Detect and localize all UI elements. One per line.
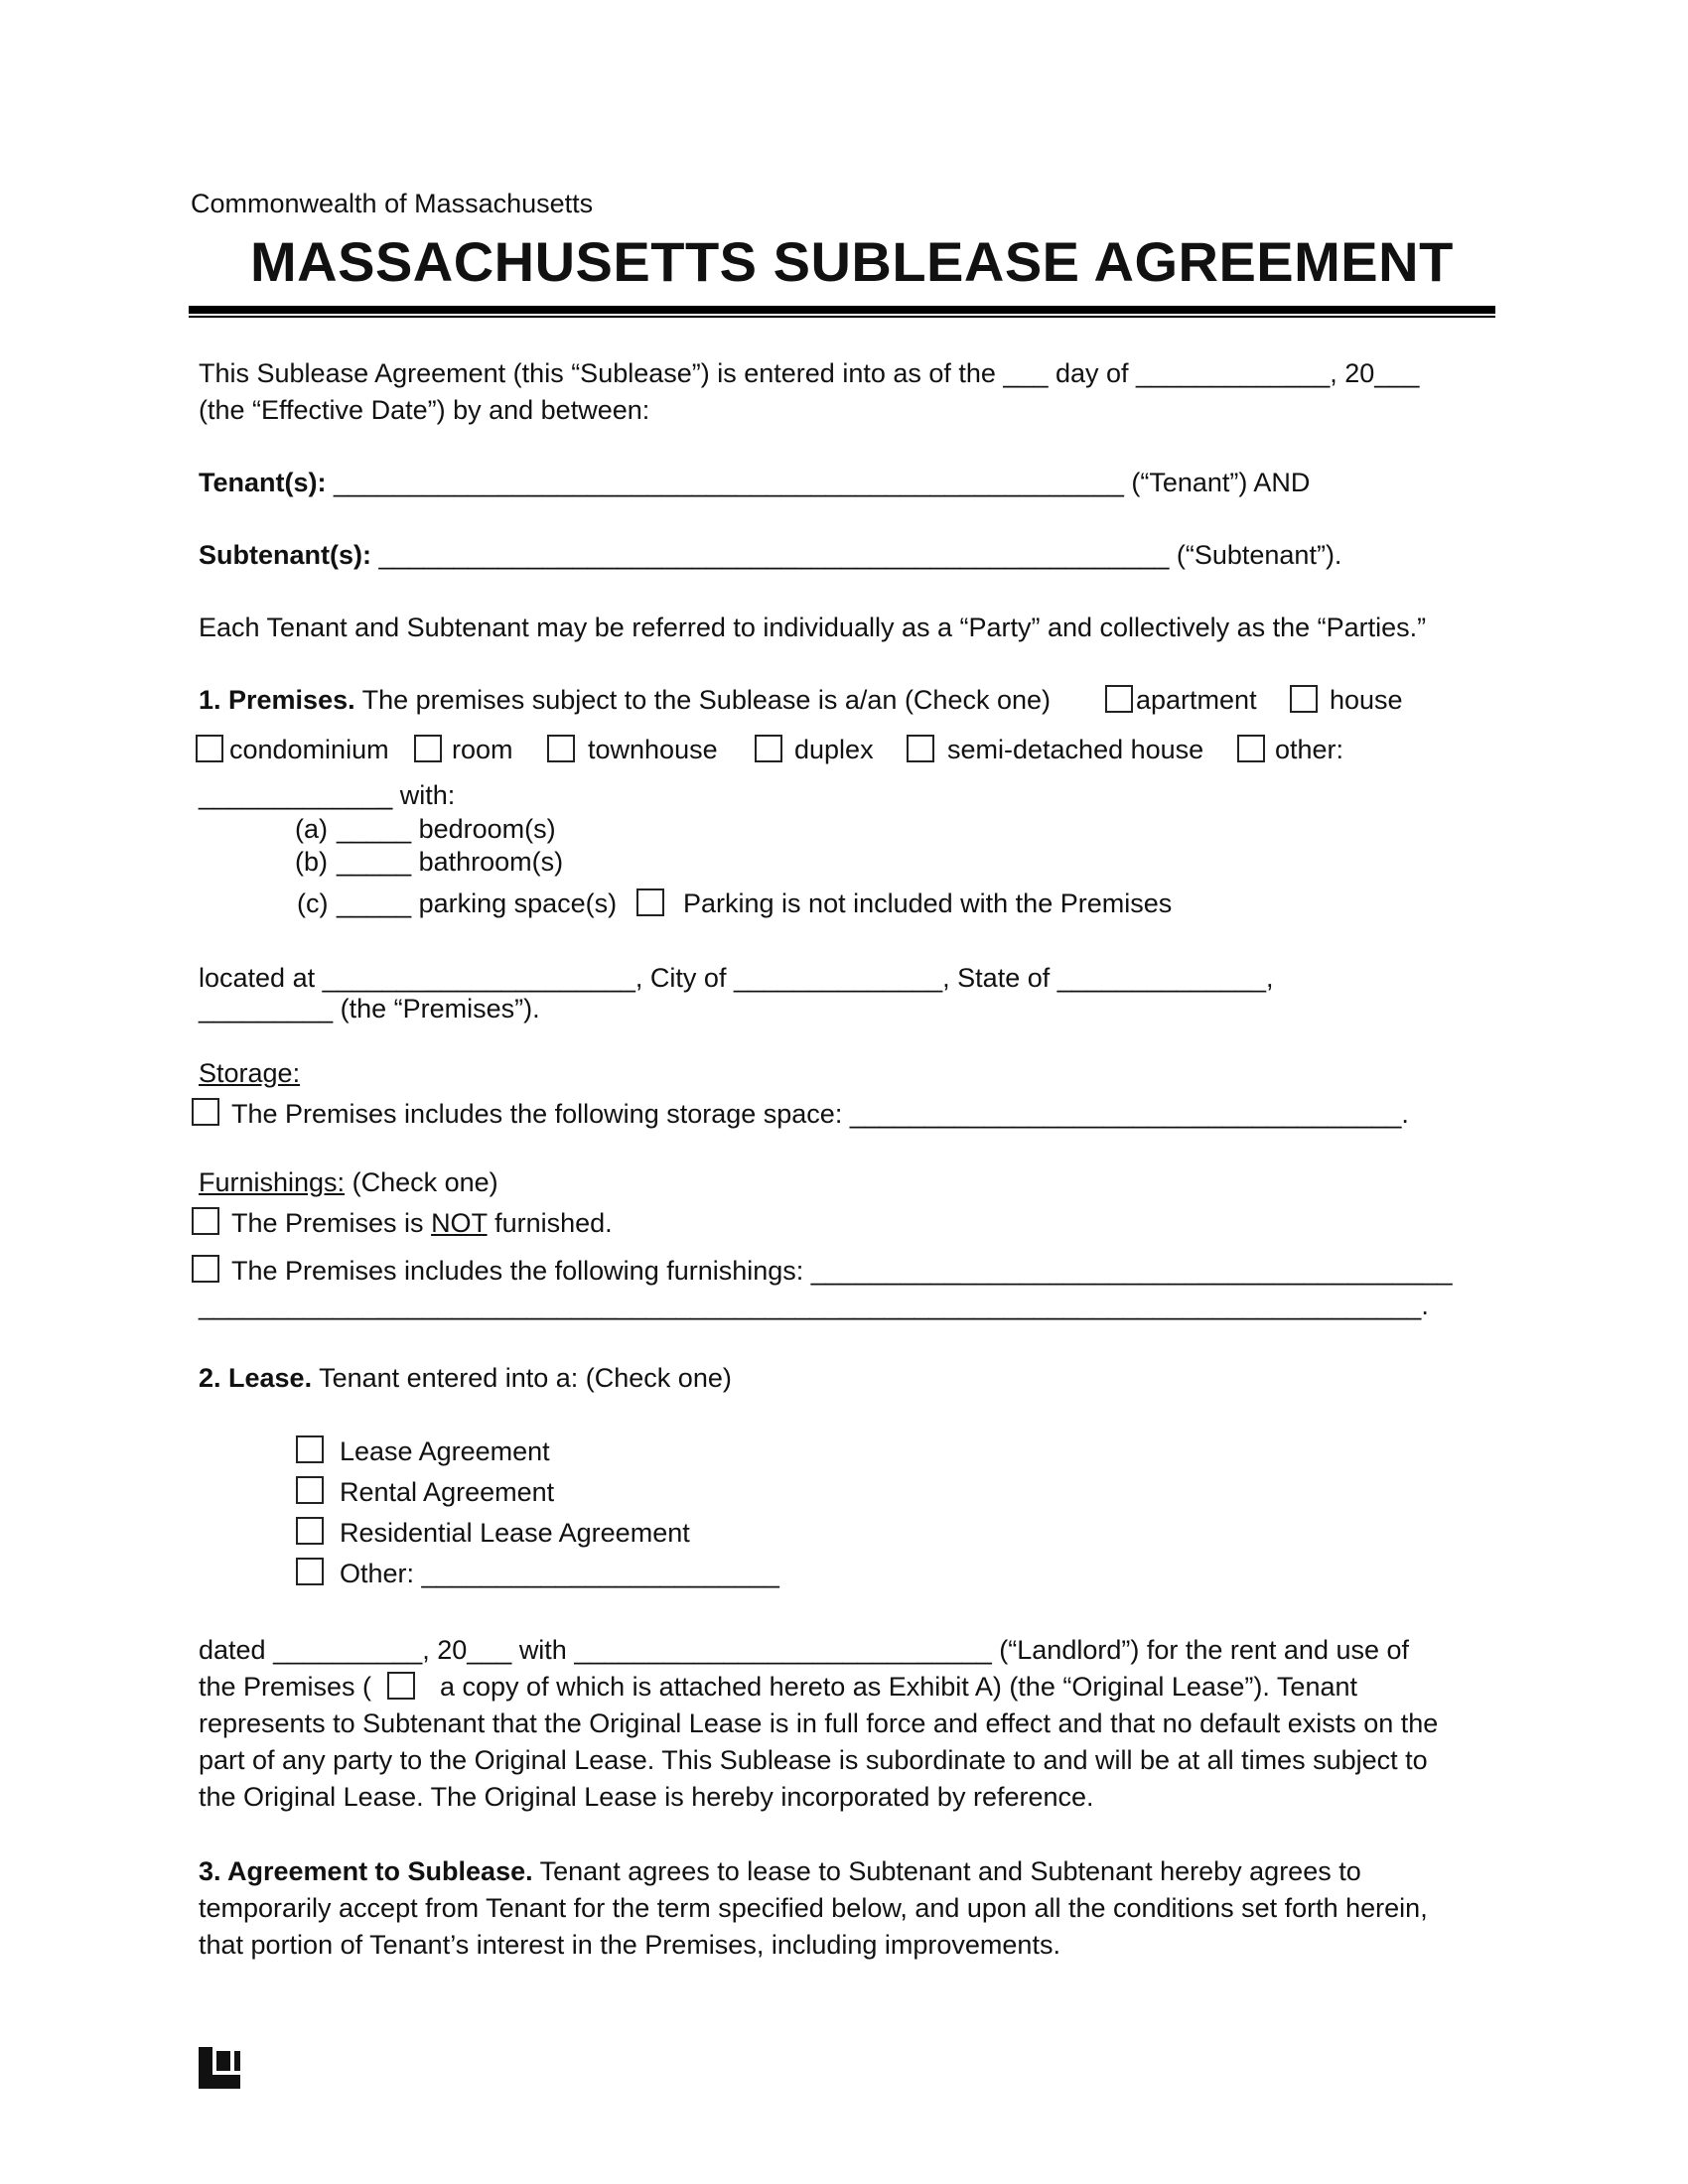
agreement-row-1 <box>199 1858 1361 1885</box>
label-semi-detached: semi-detached house <box>947 735 1204 764</box>
tenant-field[interactable]: _____________________________________________________ (“Tenant”) AND <box>334 468 1311 497</box>
subtenant-field[interactable]: _____________________________________________________ (“Subtenant”). <box>378 540 1342 570</box>
furnishings-heading-row <box>199 1169 498 1196</box>
title-rule-thin <box>189 316 1495 318</box>
checkbox-room[interactable] <box>414 735 442 762</box>
label-apartment: apartment <box>1136 685 1257 715</box>
checkbox-rental-agreement[interactable] <box>296 1476 324 1504</box>
jurisdiction-label: Commonwealth of Massachusetts <box>191 189 594 218</box>
intro-line-1[interactable]: This Sublease Agreement (this “Sublease”) is entered into as of the ___ day of _____________, 20___ <box>199 358 1420 388</box>
bathrooms-label: (b) <box>295 847 328 877</box>
label-duplex: duplex <box>794 735 874 764</box>
bedrooms-field[interactable]: _____ bedroom(s) <box>337 814 556 844</box>
tenant-row <box>199 470 1310 496</box>
premises-lead: The premises subject to the Sublease is a/an (Check one) <box>361 685 1052 715</box>
agreement-heading: 3. Agreement to Sublease. <box>199 1856 533 1886</box>
checkbox-other-lease[interactable] <box>296 1558 324 1585</box>
lease-line-5: the Original Lease. The Original Lease is hereby incorporated by reference. <box>199 1782 1094 1812</box>
checkbox-house[interactable] <box>1290 685 1318 713</box>
subtenant-label: Subtenant(s): <box>199 540 371 570</box>
label-no-parking: Parking is not included with the Premises <box>683 888 1173 918</box>
not-furnished-post: furnished. <box>487 1208 613 1238</box>
zip-line[interactable]: _________ (the “Premises”). <box>199 994 540 1024</box>
checkbox-semi-detached[interactable] <box>907 735 934 762</box>
checkbox-storage[interactable] <box>192 1098 219 1126</box>
subtenant-row <box>199 542 1341 569</box>
document-title: MASSACHUSETTS SUBLEASE AGREEMENT <box>250 230 1454 293</box>
checkbox-townhouse[interactable] <box>547 735 575 762</box>
checkbox-residential-lease[interactable] <box>296 1517 324 1545</box>
label-lease-agreement: Lease Agreement <box>340 1436 550 1466</box>
parking-label: (c) <box>297 888 329 918</box>
lease-copy-post: a copy of which is attached hereto as Exhibit A) (the “Original Lease”). Tenant <box>440 1672 1357 1702</box>
checkbox-lease-agreement[interactable] <box>296 1435 324 1463</box>
bathrooms-field[interactable]: _____ bathroom(s) <box>337 847 564 877</box>
storage-field[interactable]: The Premises includes the following storage space: _____________________________________. <box>231 1099 1409 1129</box>
not-furnished-row <box>231 1210 613 1237</box>
label-residential-lease: Residential Lease Agreement <box>340 1518 690 1548</box>
label-house: house <box>1330 685 1403 715</box>
lease-copy-pre: the Premises ( <box>199 1672 372 1702</box>
tenant-label: Tenant(s): <box>199 468 327 497</box>
intro-line-2: (the “Effective Date”) by and between: <box>199 395 650 425</box>
lease-heading-row <box>199 1365 732 1392</box>
agreement-line-3: that portion of Tenant’s interest in the Premises, including improvements. <box>199 1930 1060 1960</box>
label-condominium: condominium <box>229 735 389 764</box>
other-lease-field[interactable]: Other: ________________________ <box>340 1559 779 1588</box>
lease-heading: 2. Lease. <box>199 1363 313 1393</box>
checkbox-condominium[interactable] <box>196 735 223 762</box>
other-type-field[interactable]: _____________ with: <box>199 780 456 810</box>
lease-line-4: part of any party to the Original Lease. This Sublease is subordinate to and will be at all times subject to <box>199 1745 1428 1775</box>
furnishings-check-one: (Check one) <box>352 1167 498 1197</box>
label-townhouse: townhouse <box>588 735 718 764</box>
premises-heading: 1. Premises. <box>199 685 355 715</box>
checkbox-no-parking[interactable] <box>636 888 664 916</box>
furnishings-field-continued[interactable]: __________________________________________________________________________________. <box>199 1291 1429 1320</box>
parties-note: Each Tenant and Subtenant may be referred to individually as a “Party” and collectively as the “Parties.” <box>199 613 1427 642</box>
lease-line-3: represents to Subtenant that the Original Lease is in full force and effect and that no default exists on the <box>199 1708 1439 1738</box>
brand-logo-icon <box>199 2047 240 2089</box>
premises-lead-row <box>199 687 1051 714</box>
storage-heading: Storage: <box>199 1058 301 1088</box>
title-rule-thick <box>189 306 1495 314</box>
agreement-line-2: temporarily accept from Tenant for the term specified below, and upon all the conditions set forth herein, <box>199 1893 1428 1923</box>
checkbox-exhibit-a[interactable] <box>387 1672 415 1700</box>
furnishings-field[interactable]: The Premises includes the following furnishings: ___________________________________________ <box>231 1256 1453 1286</box>
label-room: room <box>452 735 513 764</box>
furnishings-heading: Furnishings: <box>199 1167 346 1197</box>
location-line[interactable]: located at _____________________, City of ______________, State of ______________, <box>199 963 1274 993</box>
parking-field[interactable]: _____ parking space(s) <box>337 888 618 918</box>
checkbox-not-furnished[interactable] <box>192 1207 219 1235</box>
lease-lead: Tenant entered into a: (Check one) <box>319 1363 732 1393</box>
not-word: NOT <box>431 1208 488 1238</box>
label-other: other: <box>1275 735 1344 764</box>
bedrooms-label: (a) <box>295 814 328 844</box>
not-furnished-pre: The Premises is <box>231 1208 432 1238</box>
checkbox-duplex[interactable] <box>755 735 782 762</box>
checkbox-other[interactable] <box>1237 735 1265 762</box>
agreement-line-1: Tenant agrees to lease to Subtenant and Subtenant hereby agrees to <box>539 1856 1361 1886</box>
checkbox-apartment[interactable] <box>1105 685 1133 713</box>
label-rental-agreement: Rental Agreement <box>340 1477 555 1507</box>
checkbox-furnished[interactable] <box>192 1255 219 1283</box>
lease-dated-line[interactable]: dated __________, 20___ with ____________________________ (“Landlord”) for the rent and use of <box>199 1635 1410 1665</box>
